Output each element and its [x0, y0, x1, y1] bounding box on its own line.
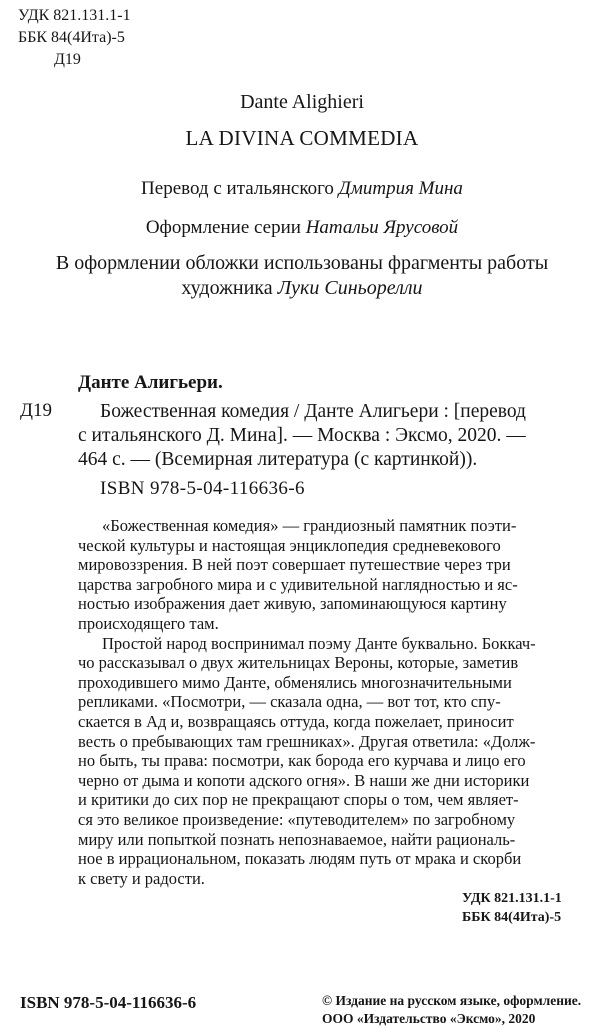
annotation-line: ся это великое произведение: «путеводителем» по загробному	[78, 809, 516, 829]
copyright-line: © Издание на русском языке, оформление.	[322, 993, 582, 1008]
original-title: LA DIVINA COMMEDIA	[185, 126, 419, 150]
annotation-line: мировоззрения. В ней поэт совершает путешествие через три	[78, 555, 511, 575]
catalog-code: Д19	[20, 400, 52, 421]
catalog-description-line: Божественная комедия / Данте Алигьери : [перевод	[100, 401, 526, 422]
annotation-line: проходившего мимо Данте, обменялись многозначительными	[78, 672, 512, 692]
footer-isbn: ISBN 978-5-04-116636-6	[20, 993, 197, 1012]
annotation-line: репликами. «Посмотри, — сказала одна, — вот тот, кто спу-	[78, 692, 501, 712]
copyright-notice	[322, 992, 581, 1027]
udk-code-bottom: УДК 821.131.1-1	[462, 891, 562, 906]
series-design-credit	[0, 217, 604, 239]
annotation	[78, 516, 590, 888]
udk-code: УДК 821.131.1-1	[18, 7, 131, 24]
annotation-line: ностью изображения дает живую, запоминающуюся картину	[78, 594, 507, 614]
annotation-line: черно от дыма и копоти адского огня». В наши же дни историки	[78, 770, 530, 790]
copyright-line: ООО «Издательство «Эксмо», 2020	[322, 1010, 536, 1026]
cover-artist-credit	[0, 277, 604, 300]
translator-name: Дмитрия Мина	[338, 178, 463, 199]
annotation-line: царства загробного мира и с удивительной наглядностью и яс-	[78, 574, 518, 594]
annotation-line: к свету и радости.	[78, 868, 205, 888]
classification-codes-bottom	[462, 889, 562, 927]
annotation-line: миру или попыткой познать непознаваемое, найти рациональ-	[78, 829, 516, 849]
author-mark: Д19	[54, 51, 81, 68]
annotation-line: скается в Ад и, возвращаясь оттуда, когда пожелает, приносит	[78, 711, 514, 731]
annotation-line: «Божественная комедия» — грандиозный памятник поэти-	[102, 516, 517, 535]
annotation-line: и критики до сих пор не прекращают споры о том, чем являет-	[78, 790, 519, 810]
original-author: Dante Alighieri	[240, 91, 364, 113]
series-design-prefix: Оформление серии	[145, 217, 301, 238]
cover-note-line1: В оформлении обложки использованы фрагменты работы	[55, 252, 549, 274]
catalog-description-line: с итальянского Д. Мина]. — Москва : Эксмо, 2020. —	[78, 425, 526, 446]
catalog-description	[78, 400, 588, 472]
annotation-line: происходящего там.	[78, 613, 219, 633]
annotation-line: но быть, ты права: посмотри, как борода его курчава и лицо его	[78, 751, 526, 771]
annotation-line: чо рассказывал о двух жительницах Вероны, которые, заметив	[78, 653, 519, 673]
bbk-code-bottom: ББК 84(4Ита)-5	[462, 910, 562, 925]
bbk-code: ББК 84(4Ита)-5	[18, 29, 125, 46]
catalog-author-heading: Данте Алигьери.	[78, 372, 223, 393]
translation-prefix: Перевод с итальянского	[141, 178, 334, 199]
annotation-line: ное в иррациональном, показать людям путь от мрака и скорби	[78, 849, 522, 869]
series-designer-name: Натальи Ярусовой	[305, 217, 459, 238]
catalog-description-line: 464 с. — (Всемирная литература (с картинкой)).	[78, 449, 478, 470]
classification-codes-top	[18, 5, 131, 71]
annotation-line: ческой культуры и настоящая энциклопедия средневекового	[78, 535, 501, 555]
cover-artist-prefix: художника	[181, 277, 273, 299]
translation-credit	[0, 178, 604, 200]
cover-artist-name: Луки Синьорелли	[277, 277, 423, 299]
annotation-line: Простой народ воспринимал поэму Данте буквально. Боккач-	[102, 633, 536, 653]
annotation-line: весть о пребывающих там грешниках». Другая ответила: «Долж-	[78, 731, 536, 751]
catalog-isbn: ISBN 978-5-04-116636-6	[100, 478, 305, 499]
